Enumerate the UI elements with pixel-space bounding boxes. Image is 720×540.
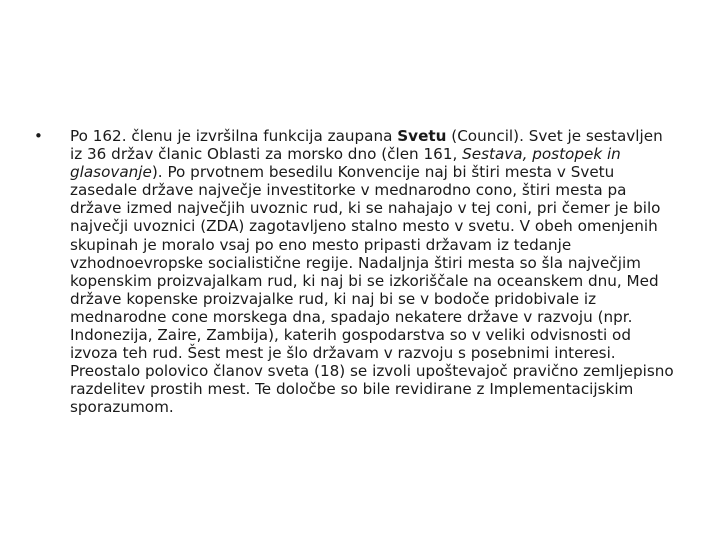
bold-term: Svetu <box>397 127 447 145</box>
bullet-item <box>34 127 684 417</box>
italic-reference: Sestava, postopek in glasovanje <box>70 145 621 182</box>
bullet-marker: • <box>34 127 43 145</box>
paragraph-text-3: ). Po prvotnem besedilu Konvencije naj bi štiri mesta v Svetu zasedale države največje investitorke v mednarodno cono, štiri mesta pa države izmed največjih uvoznic rud, ki se nahajajo v tej coni, pri čemer je bilo največji uvoznici (ZDA) zagotavljeno stalno mesto v svetu. V obeh omenjenih skupinah je moralo vsaj po eno mesto pripasti državam iz tedanje vzhodnoevropske socialistične regije. Nadaljnja štiri mesta so šla največjim kopenskim proizvajalkam rud, ki naj bi se izkoriščale na oceanskem dnu, Med države kopenske proizvajalke rud, ki naj bi se v bodoče pridobivale iz mednarodne cone morskega dna, spadajo nekatere države v razvoju (npr. Indonezija, Zaire, Zambija), katerih gospodarstva so v veliki odvisnosti od izvoza teh rud. Šest mest je šlo državam v razvoju s posebnimi interesi. Preostalo polovico članov sveta (18) se izvoli upoštevajoč pravično zemljepisno razdelitev prostih mest. Te določbe so bile revidirane z Implementacijskim sporazumom. <box>70 163 674 417</box>
paragraph-text-2: (Council). Svet je sestavljen iz 36 držav članic Oblasti za morsko dno (člen 161, <box>70 127 663 164</box>
paragraph-text-1: Po 162. členu je izvršilna funkcija zaupana <box>70 127 398 145</box>
bullet-paragraph <box>70 127 675 417</box>
